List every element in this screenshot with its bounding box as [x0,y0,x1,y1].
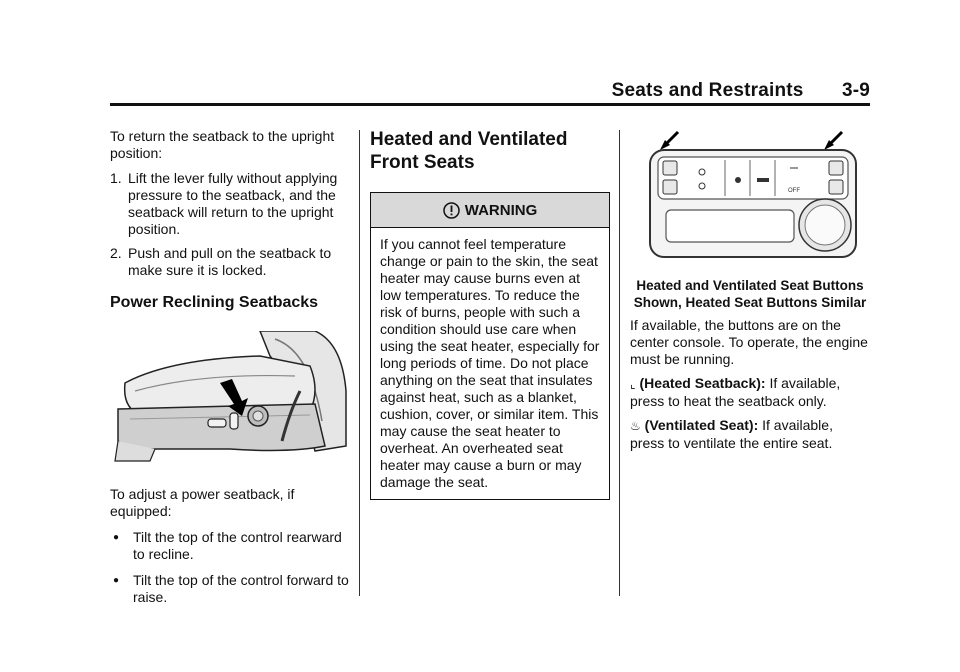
step-text: Push and pull on the seatback to make sure it is locked. [128,245,332,278]
ventilated-seat-icon: ♨ [630,419,641,433]
seat-illustration [110,331,350,475]
step-text: Lift the lever fully without applying pressure to the seatback, and the seatback will return to the upright position. [128,170,338,237]
warning-box [370,192,610,500]
step-number: 1. [110,170,122,186]
ventilated-seat-item [630,417,870,452]
warning-text: If you cannot feel temperature change or pain to the skin, the seat heater may cause burns even at low temperatures. To reduce the risk of burns, people with such a condition should use care when using the seat heater, especially for long periods of time. Do not place anything on the seat that insulates against heat, such as a blanket, cushion, cover, or similar item. This may cause the seat heater to overheat. An overheated seat heater may cause a burn or may damage the seat. [380,236,600,490]
item-label: (Ventilated Seat): [644,417,759,433]
list-item [110,572,350,606]
column-divider [359,130,360,596]
heated-seatback-icon: ⌞ [630,377,636,391]
intro-paragraph: To return the seatback to the upright position: [110,128,335,161]
list-item [110,529,350,563]
list-item [110,170,350,238]
page-header [560,80,870,102]
off-label: OFF [788,188,800,194]
bullet-text: Tilt the top of the control rearward to recline. [133,529,342,562]
item-label: (Heated Seatback): [639,375,766,391]
seat-button-panel-illustration [630,130,870,269]
column-3 [630,128,870,452]
page-number: 3-9 [841,80,870,101]
list-item [110,245,350,279]
subheading: Power Reclining Seatbacks [110,294,319,311]
section-heading: Heated and Ventilated Front Seats [370,129,568,173]
column-1 [110,128,350,606]
warning-label: WARNING [464,201,538,219]
adjust-intro: To adjust a power seatback, if equipped: [110,486,295,519]
bullet-icon: ● [113,575,120,586]
item-text: If available, press to heat the seatback only. [630,375,841,409]
header-rule [110,103,870,106]
column-divider [619,130,620,596]
warning-header [371,193,609,228]
step-number: 2. [110,245,122,261]
column-2 [370,128,610,500]
section-title: Seats and Restraints [611,80,804,101]
bullet-text: Tilt the top of the control forward to raise. [133,572,349,605]
heated-seatback-item [630,375,870,410]
item-text: If available, press to ventilate the entire seat. [630,417,833,451]
figure-caption: Heated and Ventilated Seat Buttons Shown, Heated Seat Buttons Similar [633,278,867,310]
intro-paragraph: If available, the buttons are on the center console. To operate, the engine must be running. [630,317,868,367]
warning-icon [443,202,460,219]
bullet-icon: ● [113,532,120,543]
